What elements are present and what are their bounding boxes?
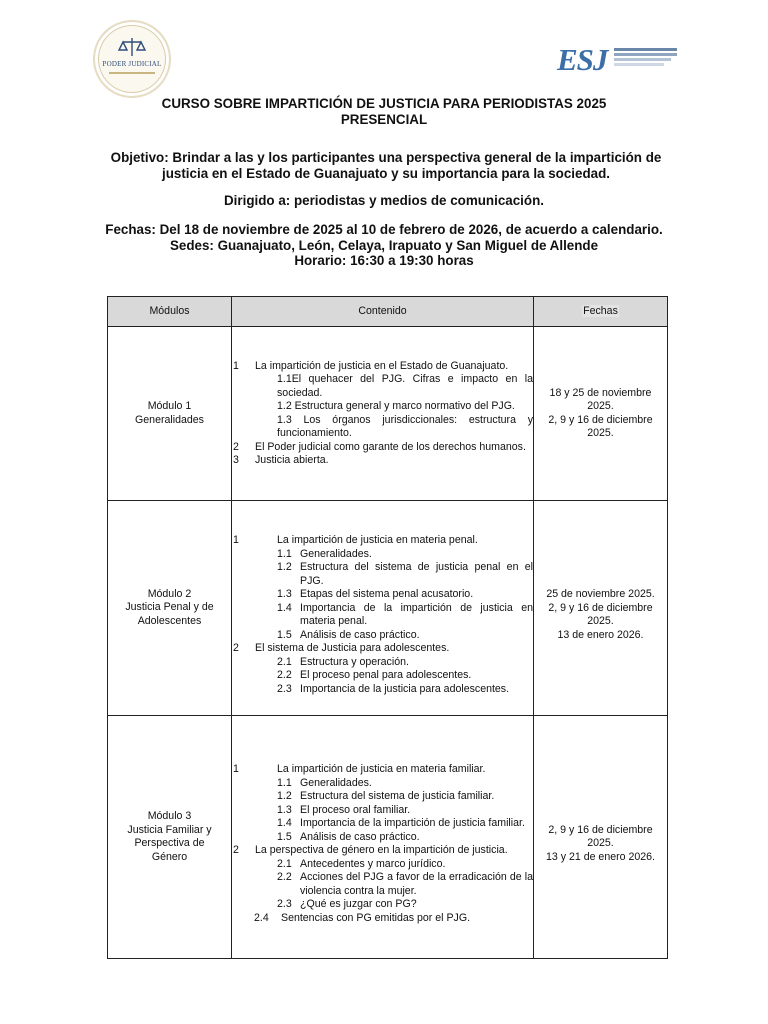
table-row <box>108 501 668 716</box>
esj-logo-lines <box>614 48 677 68</box>
date-entry: 25 de noviembre 2025. <box>546 588 655 600</box>
list-item: 1 La impartición de justicia en materia penal. <box>233 534 478 546</box>
list-item: 1.2 Estructura del sistema de justicia penal en el PJG. <box>277 561 533 587</box>
list-item: 1.2 Estructura del sistema de justicia familiar. <box>277 790 495 802</box>
header-modulos: Módulos <box>108 297 232 327</box>
module-cell <box>108 716 232 959</box>
logo-left-text: PODER JUDICIAL <box>102 60 162 68</box>
list-item: 1.5 Análisis de caso práctico. <box>277 830 420 843</box>
content-cell <box>232 716 534 959</box>
module-name: Justicia Penal y de <box>125 601 214 614</box>
course-title-line1: CURSO SOBRE IMPARTICIÓN DE JUSTICIA PARA PERIODISTAS 2025 <box>161 96 607 111</box>
list-item: 1.1 Generalidades. <box>277 776 372 789</box>
table-row <box>108 716 668 959</box>
list-item: 1.4 Importancia de la impartición de justicia familiar. <box>277 817 525 829</box>
date-entry: 13 y 21 de enero 2026. <box>546 850 655 863</box>
list-item: 2.1 Estructura y operación. <box>277 655 409 668</box>
content-cell <box>232 327 534 501</box>
venues-text: Sedes: Guanajuato, León, Celaya, Irapuato y San Miguel de Allende <box>169 238 599 253</box>
logo-left-rule <box>109 72 155 74</box>
list-item: 1.3 Etapas del sistema penal acusatorio. <box>277 588 474 600</box>
list-item: 1.5 Análisis de caso práctico. <box>277 628 420 641</box>
schedule-text: Horario: 16:30 a 19:30 horas <box>294 253 474 268</box>
module-number: Módulo 2 <box>147 587 192 600</box>
modules-table <box>107 296 668 959</box>
list-item: 1.1 Generalidades. <box>277 547 372 560</box>
date-entry: 18 y 25 de noviembre 2025. <box>549 386 652 412</box>
list-item: 2.3 Importancia de la justicia para adolescentes. <box>277 682 510 695</box>
objective-text: Objetivo: Brindar a las y los participantes una perspectiva general de la impartición de justicia en el Estado de Guanajuato y su importancia para la sociedad. <box>110 150 662 181</box>
list-item: 1 La impartición de justicia en materia familiar. <box>233 763 486 775</box>
date-entry: 2, 9 y 16 de diciembre 2025. <box>548 413 653 439</box>
dates-cell <box>534 501 668 716</box>
esj-logo-text: ESJ <box>557 42 608 77</box>
esj-logo <box>557 42 677 82</box>
course-title <box>100 96 668 128</box>
date-entry: 2, 9 y 16 de diciembre 2025. <box>548 823 653 850</box>
header-fechas <box>534 297 668 327</box>
date-entry: 2, 9 y 16 de diciembre 2025. <box>548 601 653 627</box>
header-fechas-label: Fechas <box>583 304 618 317</box>
course-title-line2: PRESENCIAL <box>340 112 428 127</box>
module-number: Módulo 3 <box>147 810 192 822</box>
header-contenido: Contenido <box>232 297 534 327</box>
module-cell <box>108 327 232 501</box>
list-item: 1.3 El proceso oral familiar. <box>277 803 411 816</box>
list-item: 2.2 El proceso penal para adolescentes. <box>277 669 472 681</box>
poder-judicial-logo <box>93 20 171 98</box>
date-entry: 13 de enero 2026. <box>557 628 644 641</box>
list-item: 1.1El quehacer del PJG. Cifras e impacto en la sociedad. <box>277 373 533 399</box>
table-header-row <box>108 297 668 327</box>
module-cell <box>108 501 232 716</box>
list-item: 2 El sistema de Justicia para adolescentes. <box>233 642 450 654</box>
list-item: 1.2 Estructura general y marco normativo del PJG. <box>277 400 515 412</box>
list-item: 3 Justicia abierta. <box>233 454 329 466</box>
list-item: 2 La perspectiva de género en la impartición de justicia. <box>233 844 508 856</box>
list-item: 2.4 Sentencias con PG emitidas por el PJG. <box>254 911 471 924</box>
list-item: 2.1 Antecedentes y marco jurídico. <box>277 857 446 870</box>
list-item: 2.3 ¿Qué es juzgar con PG? <box>277 898 417 910</box>
dates-cell <box>534 716 668 959</box>
module-name: Justicia Familiar y Perspectiva de <box>127 823 212 849</box>
module-number: Módulo 1 <box>147 400 192 412</box>
module-name-cont: Adolescentes <box>137 614 202 627</box>
list-item: 1.4 Importancia de la impartición de justicia en materia penal. <box>277 601 533 627</box>
module-name-cont: Género <box>151 850 188 863</box>
audience-text: Dirigido a: periodistas y medios de comunicación. <box>224 193 544 208</box>
list-item: 2 El Poder judicial como garante de los derechos humanos. <box>233 440 526 453</box>
list-item: 1.3 Los órganos jurisdiccionales: estructura y funcionamiento. <box>277 413 533 439</box>
content-cell <box>232 501 534 716</box>
list-item: 1 La impartición de justicia en el Estado de Guanajuato. <box>233 359 509 372</box>
module-name: Generalidades <box>135 413 204 426</box>
dates-text: Fechas: Del 18 de noviembre de 2025 al 10 de febrero de 2026, de acuerdo a calendario. <box>105 222 663 237</box>
table-row <box>108 327 668 501</box>
list-item: 2.2 Acciones del PJG a favor de la erradicación de la violencia contra la mujer. <box>277 871 533 897</box>
dates-cell <box>534 327 668 501</box>
scales-icon <box>117 36 147 58</box>
